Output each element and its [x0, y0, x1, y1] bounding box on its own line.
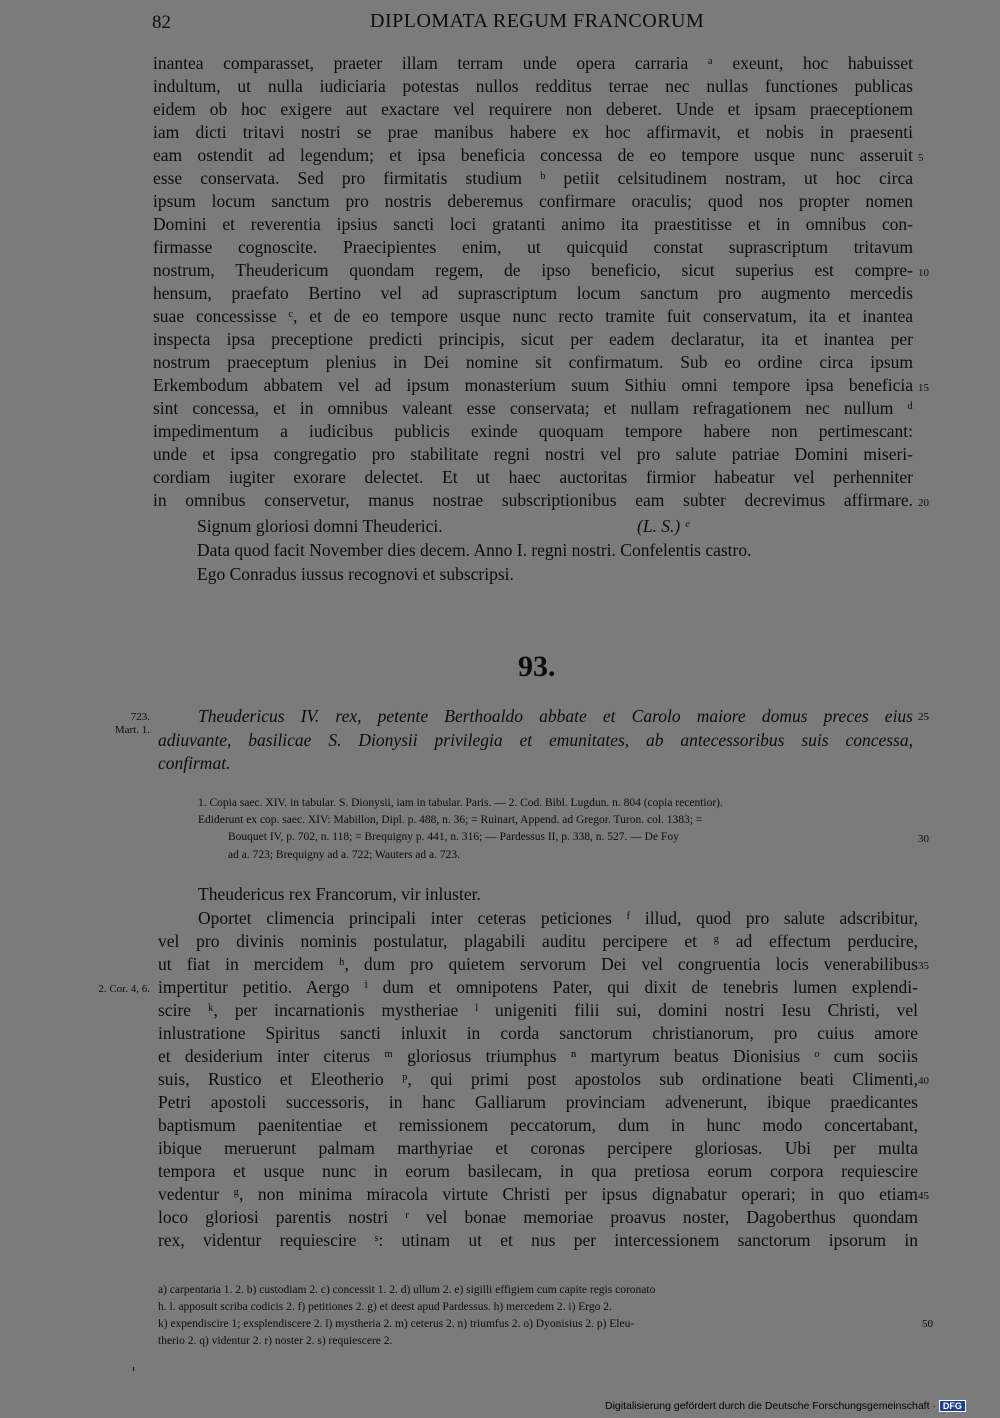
text-line: nostrum praeceptum plenius in Dei nomine sit confirmatum. Sub eo ordine circa ipsum [153, 352, 913, 372]
text-line: vel pro divinis nominis postulatur, plagabili auditu percipere et ᵍ ad effectum perducire, [158, 931, 918, 951]
margin-mark [133, 1367, 134, 1371]
text-line: Erkembodum abbatem vel ad ipsum monasterium suum Sithiu omni tempore ipsa beneficia [153, 375, 913, 395]
text-line: ibique meruerunt palmam marthyriae et coronas percipere gloriosas. Ubi per multa [158, 1138, 918, 1158]
text-line: sint concessa, et in omnibus valeant esse conservata; et nullam refragationem nec nullum ᵈ [153, 398, 913, 418]
line-number: 35 [918, 960, 929, 972]
rubric-line: Theudericus IV. rex, petente Berthoaldo abbate et Carolo maiore domus preces eius [198, 706, 913, 726]
text-line: inlustratione Spiritus sancti inluxit in corda sanctorum christianorum, pro cuius amore [158, 1023, 918, 1043]
intitulatio: Theudericus rex Francorum, vir inluster. [198, 884, 481, 904]
line-number: 30 [918, 833, 929, 845]
source-line: Bouquet IV, p. 702, n. 118; = Brequigny p. 441, n. 316; — Pardessus II, p. 338, n. 527. — De Foy [228, 831, 679, 843]
footnote-line: h. l. apposuit scriba codicis 2. f) petitiones 2. g) et deest apud Pardessus. h) mercedem 2. i) Ergo 2. [158, 1301, 612, 1313]
signum-line: Signum gloriosi domni Theuderici. [197, 516, 443, 536]
text-line: iam dicti tritavi nostri se prae manibus habere ex hoc affirmavit, et nobis in praesenti [153, 122, 913, 142]
text-line: tempora et usque nunc in eorum basilecam, in qua pretiosa eorum corpora requiescire [158, 1161, 918, 1181]
line-number: 20 [918, 497, 929, 509]
text-line: ipsum locum sanctum pro nostris deberemus confirmare oraculis; quod nos propter nomen [153, 191, 913, 211]
text-line: impertitur petitio. Aergo ⁱ dum et omnipotens Pater, qui dixit de tenebris lumen explendi- [158, 977, 918, 997]
seal-mark: (L. S.) ᵉ [637, 516, 690, 536]
source-line: ad a. 723; Brequigny ad a. 722; Wauters ad a. 723. [228, 849, 460, 861]
text-line: scire ᵏ, per incarnationis mystheriae ˡ unigeniti filii sui, domini nostri Iesu Christi, vel [158, 1000, 918, 1020]
text-line: unde et ipsa congregatio pro stabilitate regni nostri vel pro salute patriae Domini miseri- [153, 444, 913, 464]
margin-citation: 2. Cor. 4, 6. [98, 983, 150, 995]
margin-date [90, 711, 150, 737]
datum-line: Data quod facit November dies decem. Anno I. regni nostri. Confelentis castro. [197, 540, 752, 560]
footnote-line: therio 2. q) videntur 2. r) noster 2. s) requiescere 2. [158, 1335, 393, 1347]
document-number: 93. [518, 650, 556, 683]
text-line: Petri apostoli successoris, in hanc Galliarum provinciam advenerunt, ibique praedicantes [158, 1092, 918, 1112]
running-title: DIPLOMATA REGUM FRANCORUM [370, 10, 705, 32]
line-number: 45 [918, 1190, 929, 1202]
funding-footer [605, 1400, 966, 1412]
dfg-logo: DFG [939, 1400, 966, 1412]
text-line: rex, videntur requiescire ˢ: utinam ut et nus per intercessionem sanctorum ipsorum in [158, 1230, 918, 1250]
text-line: et desiderium inter citerus ᵐ gloriosus triumphus ⁿ martyrum beatus Dionisius ᵒ cum sociis [158, 1046, 918, 1066]
text-line: baptismum paenitentiae et remissionem peccatorum, dum in hunc modo concertabant, [158, 1115, 918, 1135]
source-line: Ediderunt ex cop. saec. XIV: Mabillon, Dipl. p. 488, n. 36; = Ruinart, Append. ad Gregor. Turon. col. 1383; = [198, 814, 703, 826]
rubric-line: confirmat. [158, 753, 231, 773]
text-line: eidem ob hoc exigere aut exactare vel requirere non deberet. Unde et ipsam praeceptionem [153, 99, 913, 119]
text-line: hensum, praefato Bertino vel ad suprascriptum locum sanctum pro augmento mercedis [153, 283, 913, 303]
page-number: 82 [152, 12, 171, 33]
text-line: Domini et reverentia ipsius sancti loci gratanti animo ita praestitisse et in omnibus con- [153, 214, 913, 234]
text-line: esse conservata. Sed pro firmitatis studium ᵇ petiit celsitudinem nostram, ut hoc circa [153, 168, 913, 188]
line-number: 50 [922, 1318, 933, 1330]
text-line: indultum, ut nulla iudiciaria potestas nullos redditus terrae nec nullas functiones publicas [153, 76, 913, 96]
text-line: nostrum, Theudericum quondam regem, de ipso beneficio, sicut superius est compre- [153, 260, 913, 280]
line-number: 15 [918, 382, 929, 394]
recognition-line: Ego Conradus iussus recognovi et subscripsi. [197, 564, 514, 584]
line-number: 40 [918, 1075, 929, 1087]
text-line: in omnibus conservetur, manus nostrae subscriptionibus eam subter decrevimus affirmare. [153, 490, 913, 510]
text-line: inantea comparasset, praeter illam terram unde opera carraria ᵃ exeunt, hoc habuisset [153, 53, 913, 73]
line-number: 10 [918, 267, 929, 279]
rubric-line: adiuvante, basilicae S. Dionysii privilegia et emunitates, ab antecessoribus suis concessa, [158, 730, 913, 750]
footnote-line: a) carpentaria 1. 2. b) custodiam 2. c) concessit 1. 2. d) ullum 2. e) sigilli effigiem cum capite regis coronato [158, 1284, 656, 1296]
text-line: ut fiat in mercidem ʰ, dum pro quietem servorum Dei vel congruentia locis venerabilibus [158, 954, 918, 974]
footnote-line: k) expendiscire 1; exsplendiscere 2. l) mystheria 2. m) ceterus 2. n) triumfus 2. o) Dyonisius 2. p) Eleu- [158, 1318, 635, 1330]
text-line: Oportet climencia principali inter ceteras peticiones ᶠ illud, quod pro salute adscribitur, [198, 908, 918, 928]
source-line: 1. Copia saec. XIV. in tabular. S. Dionysii, iam in tabular. Paris. — 2. Cod. Bibl. Lugdun. n. 804 (copia recentior). [198, 797, 723, 809]
line-number: 25 [918, 711, 929, 723]
line-number: 5 [918, 152, 924, 164]
text-line: impedimentum a iudicibus publicis exinde quoquam tempore habere non pertimescant: [153, 421, 913, 441]
text-line: vedentur ᵍ, non minima miracola virtute Christi per ipsus dignabatur operari; in quo etiam [158, 1184, 918, 1204]
text-line: suae concessisse ᶜ, et de eo tempore usque nunc recto tramite fuit conservatum, ita et inantea [153, 306, 913, 326]
margin-date-year: 723. [130, 711, 150, 723]
text-line: eam ostendit ad legendum; et ipsa beneficia concessa de eo tempore usque nunc asseruit [153, 145, 913, 165]
margin-date-day: Mart. 1. [114, 724, 150, 736]
funding-text: Digitalisierung gefördert durch die Deutsche Forschungsgemeinschaft · [605, 1400, 936, 1412]
text-line: firmasse cognoscite. Praecipientes enim, ut quicquid constat suprascriptum tritavum [153, 237, 913, 257]
text-line: suis, Rustico et Eleotherio ᵖ, qui primi post apostolos sub ordinatione beati Climenti, [158, 1069, 918, 1089]
text-line: inspecta ipsa preceptione predicti principis, sicut per eadem declaratur, ita et inantea per [153, 329, 913, 349]
text-line: cordiam iugiter exorare delectet. Et ut haec auctoritas firmior habeatur vel perhenniter [153, 467, 913, 487]
text-line: loco gloriosi parentis nostri ʳ vel bonae memoriae proavus noster, Dagoberthus quondam [158, 1207, 918, 1227]
